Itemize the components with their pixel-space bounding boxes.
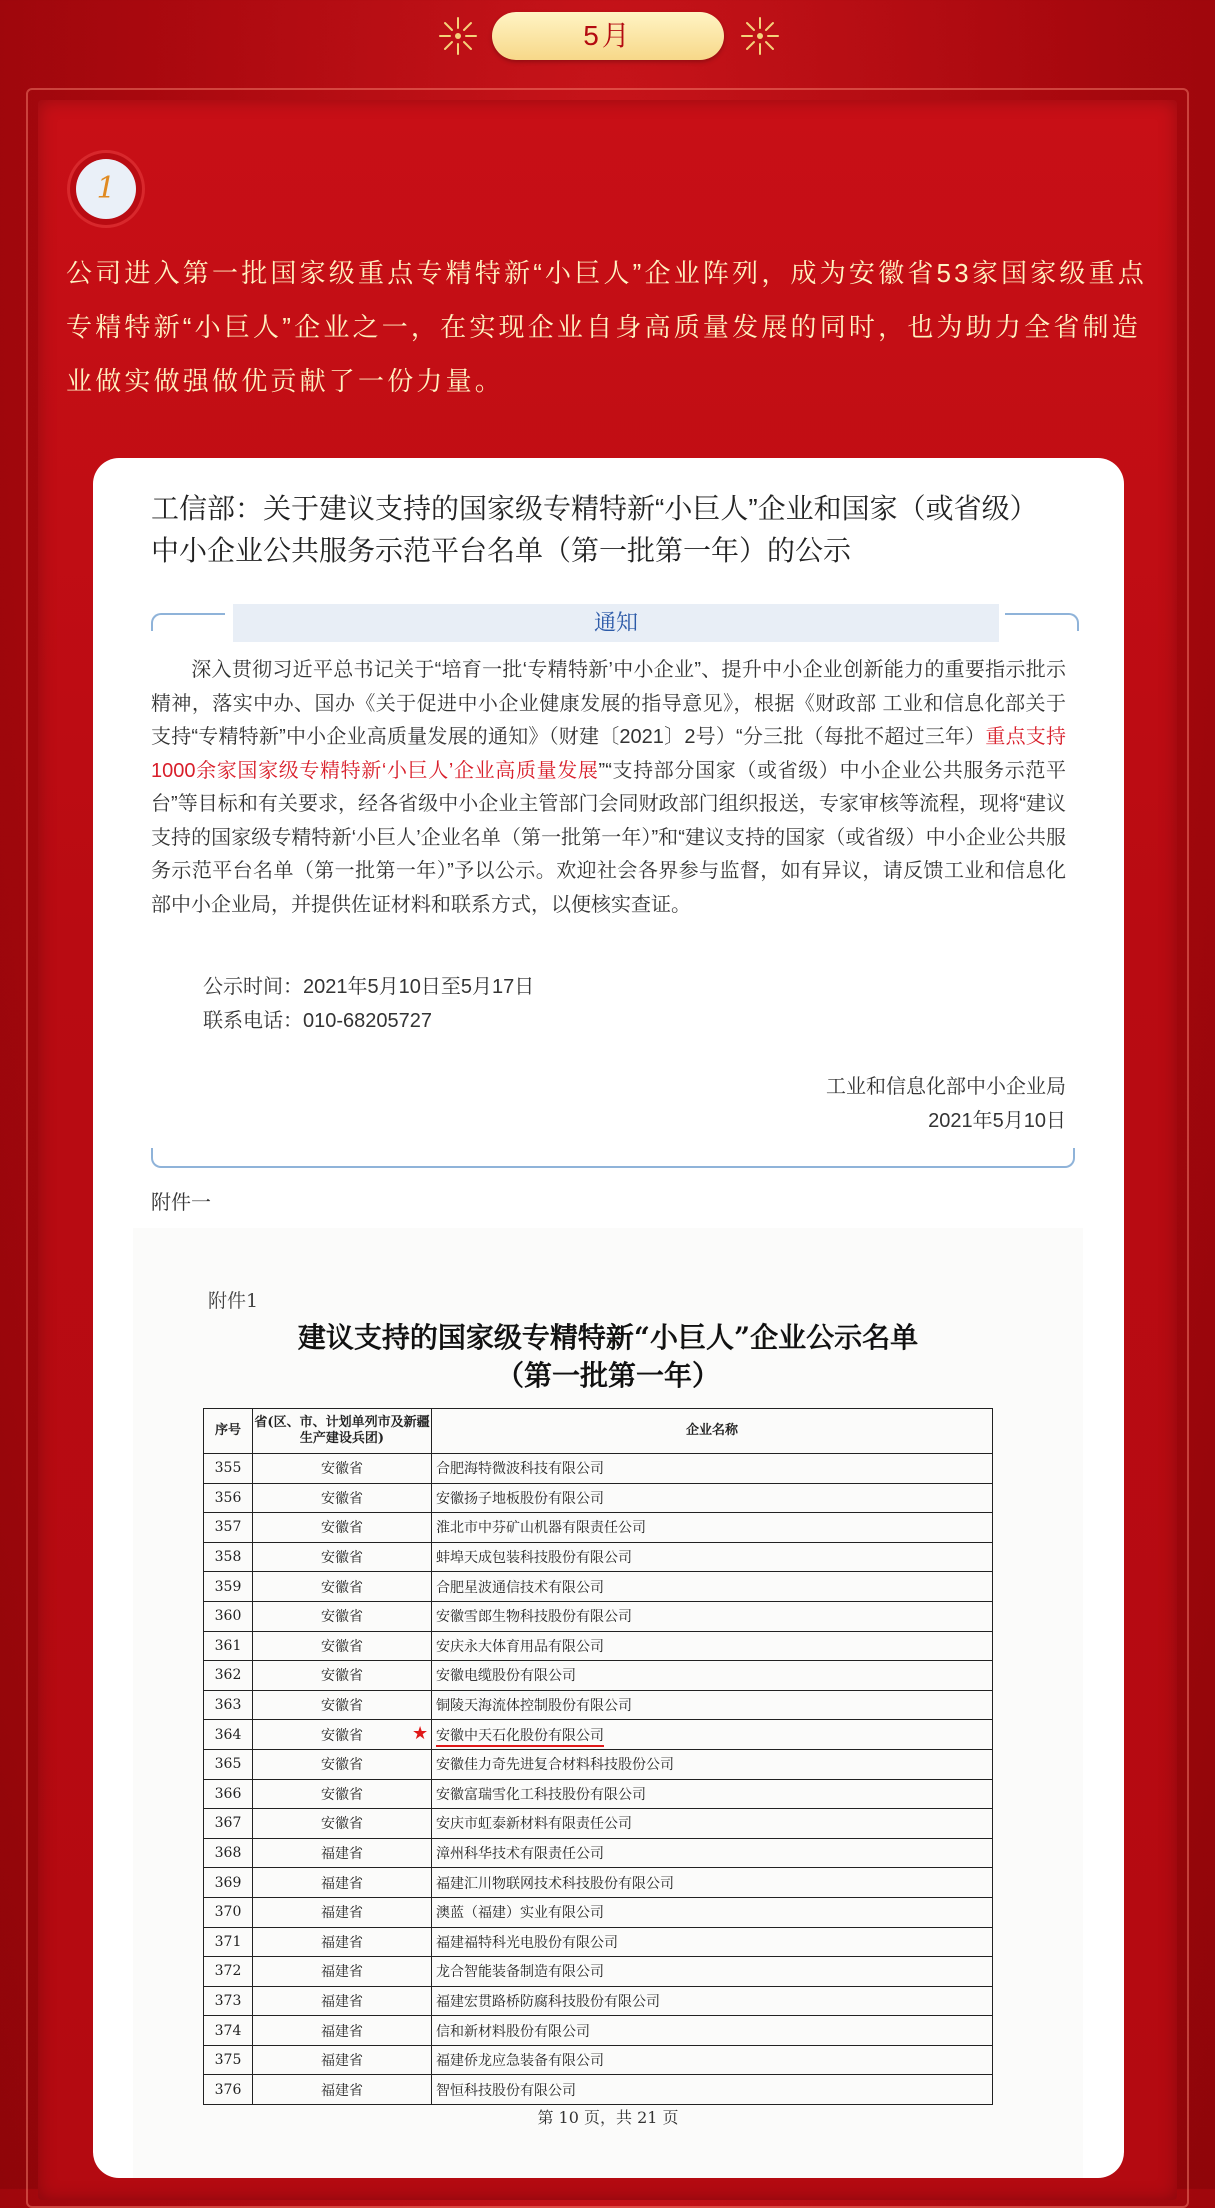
- firework-icon: [438, 16, 478, 56]
- row-number: 368: [204, 1838, 253, 1868]
- notice-period: 公示时间：2021年5月10日至5月17日: [203, 976, 535, 998]
- table-row: [204, 2016, 993, 2046]
- row-number: 358: [204, 1542, 253, 1572]
- notice-phone: 联系电话：010-68205727: [203, 1010, 433, 1032]
- table-row: [204, 1631, 993, 1661]
- row-number: 362: [204, 1661, 253, 1691]
- notice-issuer: 工业和信息化部中小企业局: [826, 1076, 1066, 1098]
- row-company: 安徽雪郎生物科技股份有限公司: [432, 1601, 993, 1631]
- row-number: 370: [204, 1897, 253, 1927]
- attachment-label: 附件一: [151, 1192, 211, 1214]
- row-province: 福建省: [253, 2016, 432, 2046]
- row-company: 铜陵天海流体控制股份有限公司: [432, 1690, 993, 1720]
- table-row: [204, 1454, 993, 1484]
- row-company: 漳州科华技术有限责任公司: [432, 1838, 993, 1868]
- scanned-document: [133, 1228, 1083, 2178]
- row-company: 蚌埠天成包装科技股份有限公司: [432, 1542, 993, 1572]
- item-number-badge: [70, 153, 142, 225]
- row-number: 356: [204, 1483, 253, 1513]
- row-number: 363: [204, 1690, 253, 1720]
- row-number: 365: [204, 1749, 253, 1779]
- col-header-number: 序号: [204, 1409, 253, 1454]
- row-number: 367: [204, 1809, 253, 1839]
- row-company: 淮北市中芬矿山机器有限责任公司: [432, 1513, 993, 1543]
- row-number: 361: [204, 1631, 253, 1661]
- notice-signature: [826, 1070, 1066, 1138]
- row-number: 376: [204, 2075, 253, 2105]
- row-number: 372: [204, 1957, 253, 1987]
- notice-body-part2: ”“支持部分国家（或省级）中小企业公共服务示范平台”等目标和有关要求，经各省级中小企业主管部门会同财政部门组织报送，专家审核等流程，现将“建议支持的国家级专精特新‘小巨人’企业名单（第一批第一年）”和“建议支持的国家（或省级）中小企业公共服务示范平台名单（第一批第一年）”予以公示。欢迎社会各界参与监督，如有异议，请反馈工业和信息化部中小企业局，并提供佐证材料和联系方式，以便核实查证。: [151, 759, 1066, 916]
- table-row: [204, 1720, 993, 1750]
- row-number: 374: [204, 2016, 253, 2046]
- row-company: 安徽富瑞雪化工科技股份有限公司: [432, 1779, 993, 1809]
- scan-attachment-label: 附件1: [208, 1290, 259, 1312]
- col-header-company: 企业名称: [432, 1409, 993, 1454]
- row-province: 安徽省: [253, 1749, 432, 1779]
- company-list-table: [203, 1408, 993, 2105]
- row-company: 合肥星波通信技术有限公司: [432, 1572, 993, 1602]
- firework-icon: [740, 16, 780, 56]
- intro-text: 公司进入第一批国家级重点专精特新“小巨人”企业阵列，成为安徽省53家国家级重点专精特新“小巨人”企业之一，在实现企业自身高质量发展的同时，也为助力全省制造业做实做强做优贡献了一份力量。: [66, 258, 1148, 396]
- article-title: 工信部：关于建议支持的国家级专精特新“小巨人”企业和国家（或省级）中小企业公共服务示范平台名单（第一批第一年）的公示: [151, 493, 1038, 566]
- page-footer: 第 10 页，共 21 页: [537, 2108, 679, 2127]
- row-province: 福建省: [253, 1927, 432, 1957]
- row-company: 智恒科技股份有限公司: [432, 2075, 993, 2105]
- table-row: [204, 2075, 993, 2105]
- row-company: 安徽佳力奇先进复合材料科技股份公司: [432, 1749, 993, 1779]
- col-header-province: 省(区、市、计划单列市及新疆生产建设兵团): [253, 1409, 432, 1454]
- table-row: [204, 1661, 993, 1691]
- row-province: 福建省: [253, 1868, 432, 1898]
- notice-body: [151, 654, 1066, 922]
- table-header-row: [204, 1409, 993, 1454]
- notice-body-highlight: 重点支持1000余家国家级专精特新‘小巨人’企业高质量发展: [151, 726, 1066, 782]
- row-company: 福建汇川物联网技术科技股份有限公司: [432, 1868, 993, 1898]
- star-icon: ★: [412, 1723, 429, 1745]
- row-number: 355: [204, 1454, 253, 1484]
- row-province: 安徽省: [253, 1779, 432, 1809]
- table-row: [204, 1542, 993, 1572]
- month-header: [0, 8, 1215, 64]
- row-province: 安徽省: [253, 1483, 432, 1513]
- table-row: [204, 2045, 993, 2075]
- row-province: 安徽省: [253, 1631, 432, 1661]
- table-row: [204, 1838, 993, 1868]
- notice-body-part1: 深入贯彻习近平总书记关于“培育一批‘专精特新’中小企业”、提升中小企业创新能力的重要指示批示精神，落实中办、国办《关于促进中小企业健康发展的指导意见》，根据《财政部 工业和信息化部关于支持“专精特新”中小企业高质量发展的通知》（财建〔2021〕2号）“分三批（每批不超过三年）: [151, 659, 1066, 748]
- row-province: 安徽省: [253, 1542, 432, 1572]
- table-body: [204, 1454, 993, 2105]
- row-province: 安徽省: [253, 1513, 432, 1543]
- row-province: 福建省: [253, 2045, 432, 2075]
- table-row: [204, 1572, 993, 1602]
- item-number: 1: [76, 159, 136, 219]
- row-company: 信和新材料股份有限公司: [432, 2016, 993, 2046]
- row-number: 371: [204, 1927, 253, 1957]
- row-number: 366: [204, 1779, 253, 1809]
- row-province: 福建省: [253, 1957, 432, 1987]
- row-company: 福建宏贯路桥防腐科技股份有限公司: [432, 1986, 993, 2016]
- row-province: 安徽省: [253, 1720, 432, 1750]
- row-number: 357: [204, 1513, 253, 1543]
- row-number: 364: [204, 1720, 253, 1750]
- row-company: 龙合智能装备制造有限公司: [432, 1957, 993, 1987]
- row-company: 安庆永大体育用品有限公司: [432, 1631, 993, 1661]
- table-row: [204, 1897, 993, 1927]
- table-row: [204, 1601, 993, 1631]
- table-row: [204, 1868, 993, 1898]
- row-province: 福建省: [253, 1838, 432, 1868]
- row-number: 369: [204, 1868, 253, 1898]
- row-number: 360: [204, 1601, 253, 1631]
- scan-subtitle: （第一批第一年）: [495, 1359, 720, 1392]
- row-company: 安庆市虹泰新材料有限责任公司: [432, 1809, 993, 1839]
- notice-bottom-border: [151, 1148, 1075, 1168]
- table-row: [204, 1986, 993, 2016]
- table-row: [204, 1483, 993, 1513]
- table-row: [204, 1809, 993, 1839]
- row-company: [412, 1720, 993, 1750]
- notice-label: 通知: [233, 604, 999, 642]
- table-row: [204, 1927, 993, 1957]
- table-row: [204, 1779, 993, 1809]
- row-province: 安徽省: [253, 1690, 432, 1720]
- row-province: 安徽省: [253, 1572, 432, 1602]
- notice-divider-right: [1005, 613, 1079, 631]
- article-card: [93, 458, 1124, 2178]
- notice-divider-left: [151, 613, 225, 631]
- highlighted-company: 安徽中天石化股份有限公司: [436, 1728, 604, 1747]
- row-number: 375: [204, 2045, 253, 2075]
- row-province: 福建省: [253, 1986, 432, 2016]
- table-row: [204, 1690, 993, 1720]
- row-company: 合肥海特微波科技有限公司: [432, 1454, 993, 1484]
- row-number: 373: [204, 1986, 253, 2016]
- row-province: 福建省: [253, 2075, 432, 2105]
- row-province: 安徽省: [253, 1454, 432, 1484]
- row-number: 359: [204, 1572, 253, 1602]
- row-province: 安徽省: [253, 1601, 432, 1631]
- row-company: 澳蓝（福建）实业有限公司: [432, 1897, 993, 1927]
- row-company: 安徽电缆股份有限公司: [432, 1661, 993, 1691]
- table-row: [204, 1513, 993, 1543]
- row-province: 安徽省: [253, 1661, 432, 1691]
- row-company: 福建侨龙应急装备有限公司: [432, 2045, 993, 2075]
- row-company: 福建福特科光电股份有限公司: [432, 1927, 993, 1957]
- row-province: 安徽省: [253, 1809, 432, 1839]
- month-label: 5月: [492, 12, 724, 60]
- row-province: 福建省: [253, 1897, 432, 1927]
- notice-date: 2021年5月10日: [928, 1110, 1066, 1132]
- table-row: [204, 1749, 993, 1779]
- scan-title: 建议支持的国家级专精特新“小巨人”企业公示名单: [297, 1321, 919, 1354]
- row-company: 安徽扬子地板股份有限公司: [432, 1483, 993, 1513]
- table-row: [204, 1957, 993, 1987]
